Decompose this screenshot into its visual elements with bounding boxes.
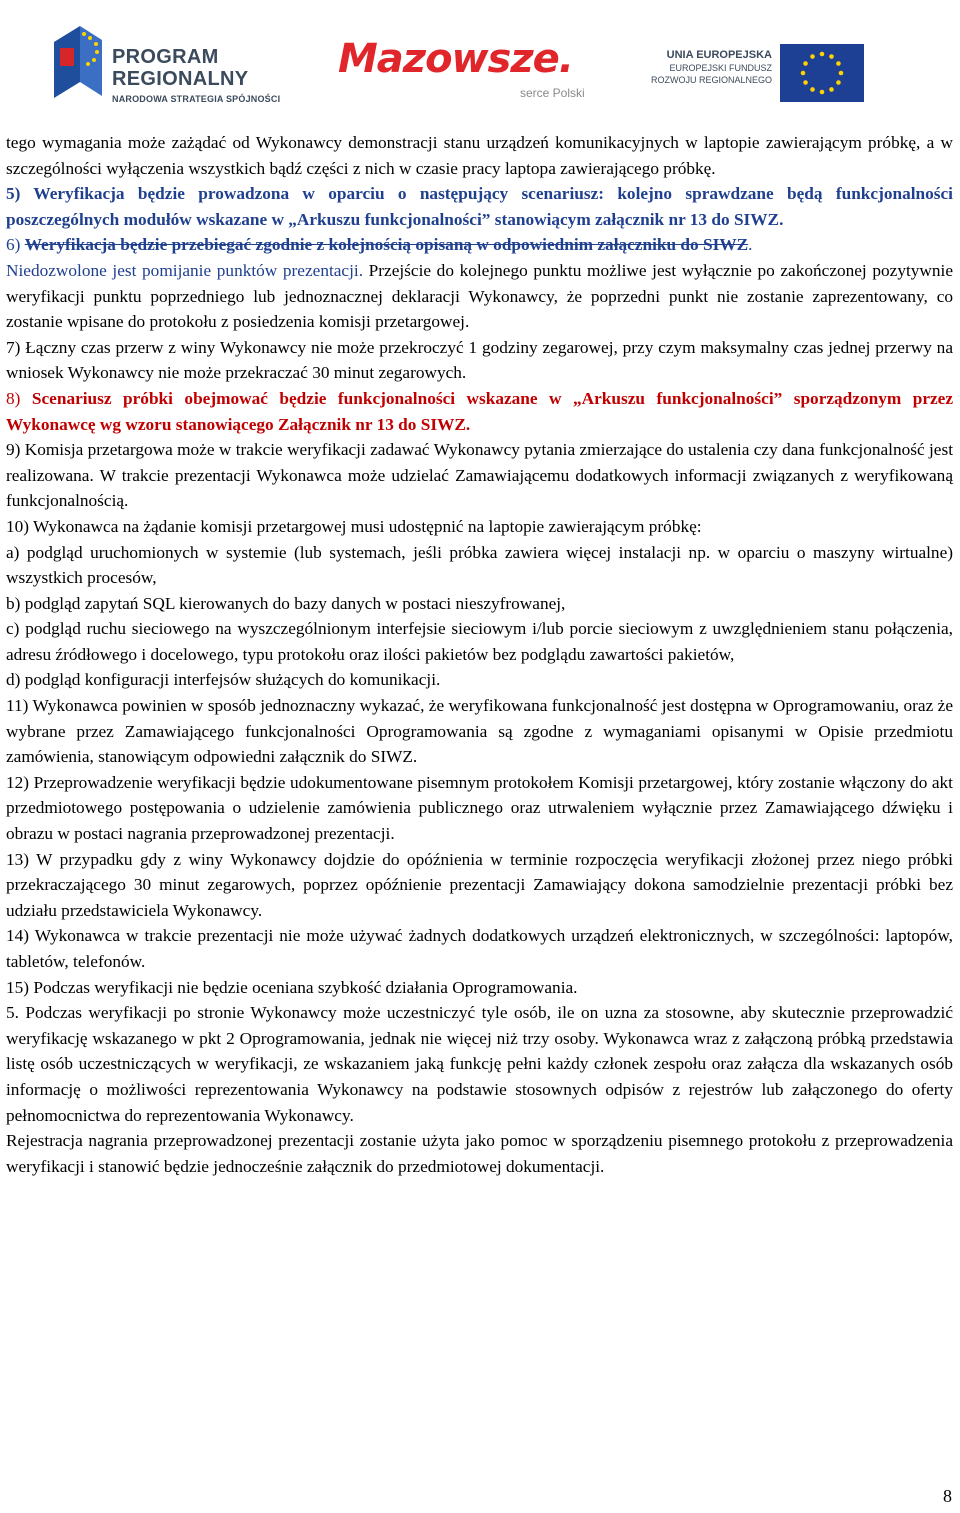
paragraph-point-7: 7) Łączny czas przerw z winy Wykonawcy nie może przekroczyć 1 godziny zegarowej, przy czym maksymalny czas jednej przerwy na wniosek Wykonawcy nie może przekraczać 30 minut zegarowych. [6, 337, 953, 383]
eu-line2: EUROPEJSKI FUNDUSZ [669, 63, 772, 73]
page-number: 8 [943, 1486, 952, 1506]
eu-star [836, 61, 841, 66]
header-logos [50, 18, 890, 113]
regionalny-line: REGIONALNY [112, 68, 249, 90]
list-item-b: b) podgląd zapytań SQL kierowanych do bazy danych w postaci nieszyfrowanej, [6, 593, 566, 613]
mazowsze-wordmark: Mazowsze. [338, 36, 573, 82]
point-6-suffix: . [748, 235, 753, 255]
mazowsze-logo [338, 36, 608, 106]
document-body [6, 130, 953, 1179]
struck-text: Weryfikacja będzie przebiegać zgodnie z kolejnością opisaną w odpowiednim załączniku do SIWZ [24, 235, 749, 255]
strategy-line: NARODOWA STRATEGIA SPÓJNOŚCI [112, 94, 281, 104]
eu-star [829, 54, 834, 59]
point-8-number: 8) [6, 388, 32, 408]
list-item-a: a) podgląd uruchomionych w systemie (lub systemach, jeśli próbka zawiera więcej instalacji np. w oparciu o maszyny wirtualne) wszystkich procesów, [6, 542, 953, 588]
eu-star [810, 87, 815, 92]
paragraph-point-8 [6, 386, 953, 437]
paragraph-point-6 [6, 232, 953, 258]
paragraph-point-12: 12) Przeprowadzenie weryfikacji będzie udokumentowane pisemnym protokołem Komisji przetargowej, który zostanie włączony do akt przedmiotowego postępowania o udzielenie zamówienia publicznego oraz utrwaleniem wyłącznie przez Zamawiającego dźwięku i obrazu w postaci nagrania przeprowadzonej prezentacji. [6, 772, 953, 844]
eu-star [820, 52, 825, 57]
eu-star [810, 54, 815, 59]
eu-star [803, 80, 808, 85]
paragraph-recording: Rejestracja nagrania przeprowadzonej prezentacji zostanie użyta jako pomoc w sporządzeniu pisemnego protokołu z przeprowadzenia weryfikacji i stanowić będzie jednocześnie załącznik do przedmiotowej dokumentacji. [6, 1131, 953, 1176]
list-item-c: c) podgląd ruchu sieciowego na wyszczególnionym interfejsie sieciowym i/lub porcie sieciowym z uwzględnieniem stanu połączenia, adresu źródłowego i docelowego, typu protokołu oraz ilości pakietów bez podglądu zawartości pakietów, [6, 619, 953, 664]
eu-star [803, 61, 808, 66]
eu-star [839, 71, 844, 76]
paragraph-no-skipping [6, 258, 953, 335]
list-item-d: d) podgląd konfiguracji interfejsów służących do komunikacji. [6, 670, 441, 690]
paragraph-point-9: 9) Komisja przetargowa może w trakcie weryfikacji zadawać Wykonawcy pytania zmierzające do ustalenia czy dana funkcjonalność jest realizowana. W trakcie prezentacji Wykonawca może udzielać Zamawiającemu dodatkowych informacji związanych z weryfikowaną funkcjonalnością. [6, 440, 953, 511]
eu-line1: UNIA EUROPEJSKA [666, 49, 772, 61]
program-line: PROGRAM [112, 46, 219, 68]
eu-star [836, 80, 841, 85]
point-8-text: Scenariusz próbki obejmować będzie funkcjonalności wskazane w „Arkuszu funkcjonalności” sporządzonym przez Wykonawcę wg wzoru stanowiącego Załącznik nr 13 do SIWZ. [6, 388, 954, 434]
eu-flag-icon [780, 44, 864, 102]
eu-star [820, 90, 825, 95]
no-skipping-sentence: Niedozwolone jest pomijanie punktów prezentacji. [6, 260, 364, 280]
eu-line3: ROZWOJU REGIONALNEGO [650, 75, 772, 85]
paragraph-point-15: 15) Podczas weryfikacji nie będzie oceniana szybkość działania Oprogramowania. [6, 977, 578, 997]
eu-logo [640, 44, 890, 104]
paragraph-point-10: 10) Wykonawca na żądanie komisji przetargowej musi udostępnić na laptopie zawierającym próbkę: [6, 516, 702, 536]
paragraph: tego wymagania może zażądać od Wykonawcy demonstracji stanu urządzeń komunikacyjnych w laptopie zawierającym próbkę, a w szczególności wyłączenia wszystkich bądź części z nich w czasie pracy laptopa zawierającego próbkę. [6, 133, 953, 178]
paragraph-section-5: 5. Podczas weryfikacji po stronie Wykonawcy może uczestniczyć tyle osób, ile on uzna za stosowne, aby skutecznie przeprowadzić weryfikację wskazanego w pkt 2 Oprogramowania, jednak nie więcej niż trzy osoby. Wykonawca wraz z załączoną próbką przedstawia listę osób uczestniczących w weryfikacji, ze wskazaniem jaką funkcję pełni każdy członek zespołu oraz załącza dla wskazanych osób informację o możliwości reprezentowania Wykonawcy na podstawie stosownych odpisów z rejestrów lub załączonego do oferty pełnomocnictwa do reprezentowania Wykonawcy. [6, 1003, 953, 1125]
eu-star [829, 87, 834, 92]
paragraph-point-5: 5) Weryfikacja będzie prowadzona w oparciu o następujący scenariusz: kolejno sprawdzane będą funkcjonalności poszczególnych modułów wskazane w „Arkuszu funkcjonalności” stanowiącym załącznik nr 13 do SIWZ. [6, 184, 953, 229]
transition-sentence: Przejście do kolejnego punktu możliwe jest wyłącznie po zakończonej pozytywnie weryfikacji punktu poprzedniego lub jednoznacznej deklaracji Wykonawcy, że poprzedni punkt nie zostanie zaprezentowany, co zostanie wpisane do protokołu z posiedzenia komisji przetargowej. [6, 260, 953, 332]
mazowsze-tagline: serce Polski [520, 86, 585, 100]
program-regionalny-logo [50, 22, 310, 108]
program-regionalny-mark-icon [50, 22, 106, 108]
paragraph-point-11: 11) Wykonawca powinien w sposób jednoznaczny wykazać, że weryfikowana funkcjonalność jest dostępna w Oprogramowaniu, oraz że wybrane przez Zamawiającego funkcjonalności Oprogramowania są zgodne z wymaganiami opisanymi w Opisie przedmiotu zamówienia, stanowiącym odpowiedni załącznik do SIWZ. [6, 696, 953, 767]
paragraph-point-14: 14) Wykonawca w trakcie prezentacji nie może używać żadnych dodatkowych urządzeń elektronicznych, w szczególności: laptopów, tabletów, telefonów. [6, 926, 953, 971]
point-6-number: 6) [6, 235, 25, 255]
paragraph-point-13: 13) W przypadku gdy z winy Wykonawcy dojdzie do opóźnienia w terminie rozpoczęcia weryfikacji złożonej przez niego próbki przekraczającego 30 minut zegarowych, poprzez opóźnienie prezentacji Zamawiający dokona samodzielnie prezentacji próbki bez udziału przedstawiciela Wykonawcy. [6, 849, 953, 920]
eu-star [801, 71, 806, 76]
